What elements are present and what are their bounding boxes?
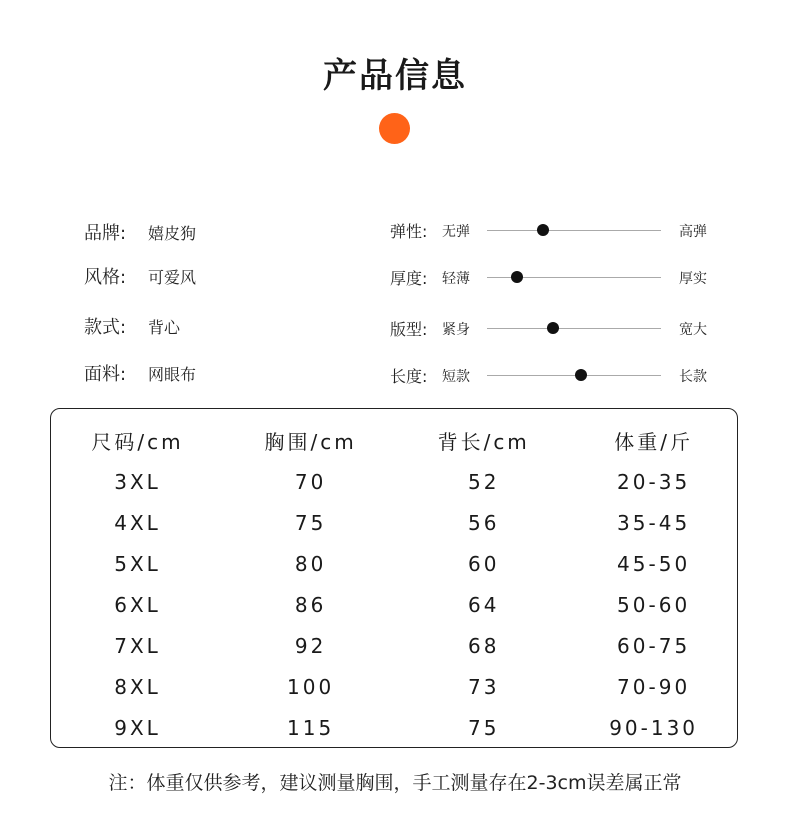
slider-min-label: 短款 bbox=[442, 369, 470, 385]
slider-max-label: 高弹 bbox=[679, 224, 707, 240]
attribute-value: 背心 bbox=[148, 317, 181, 337]
header-chest: 胸围/cm bbox=[264, 429, 357, 454]
cell-back-length: 75 bbox=[467, 715, 500, 740]
cell-back-length: 68 bbox=[467, 633, 500, 658]
slider-min-label: 紧身 bbox=[442, 322, 470, 338]
attribute-label: 品牌: bbox=[84, 223, 127, 244]
table-row bbox=[51, 707, 737, 748]
table-row bbox=[51, 584, 737, 625]
slider-knob bbox=[537, 224, 549, 236]
slider-track bbox=[487, 277, 661, 278]
measurement-note: 注：体重仅供参考，建议测量胸围，手工测量存在2-3cm误差属正常 bbox=[108, 772, 682, 794]
cell-size: 9XL bbox=[114, 715, 161, 740]
cell-back-length: 64 bbox=[467, 592, 500, 617]
cell-chest: 92 bbox=[294, 633, 327, 658]
slider-max-label: 宽大 bbox=[679, 322, 707, 338]
slider-track bbox=[487, 230, 661, 231]
size-table-box bbox=[50, 408, 738, 748]
attribute-type bbox=[84, 312, 180, 340]
slider-label: 厚度: bbox=[390, 269, 428, 288]
attribute-brand bbox=[84, 218, 196, 246]
slider-max-label: 长款 bbox=[679, 369, 707, 385]
slider-max-label: 厚实 bbox=[679, 271, 707, 287]
slider-min-label: 轻薄 bbox=[442, 271, 470, 287]
cell-back-length: 56 bbox=[467, 510, 500, 535]
cell-chest: 86 bbox=[294, 592, 327, 617]
cell-weight: 70-90 bbox=[617, 674, 691, 699]
slider-label: 弹性: bbox=[390, 222, 428, 241]
cell-chest: 70 bbox=[294, 469, 327, 494]
header-back-length: 背长/cm bbox=[437, 429, 530, 454]
table-header-row bbox=[51, 419, 737, 461]
slider-length bbox=[390, 362, 730, 390]
table-row bbox=[51, 625, 737, 666]
cell-size: 7XL bbox=[114, 633, 161, 658]
attribute-style bbox=[84, 262, 196, 290]
cell-weight: 35-45 bbox=[617, 510, 691, 535]
table-row bbox=[51, 543, 737, 584]
size-table bbox=[51, 419, 737, 748]
attribute-label: 风格: bbox=[84, 267, 127, 288]
attribute-value: 可爱风 bbox=[148, 267, 197, 287]
cell-weight: 90-130 bbox=[609, 715, 699, 740]
slider-track bbox=[487, 375, 661, 376]
attribute-value: 网眼布 bbox=[148, 364, 197, 384]
page-title: 产品信息 bbox=[323, 56, 467, 96]
cell-back-length: 52 bbox=[467, 469, 500, 494]
cell-size: 3XL bbox=[114, 469, 161, 494]
attribute-fabric bbox=[84, 359, 196, 387]
cell-chest: 100 bbox=[287, 674, 335, 699]
cell-weight: 60-75 bbox=[617, 633, 691, 658]
cell-size: 8XL bbox=[114, 674, 161, 699]
attribute-label: 面料: bbox=[84, 364, 127, 385]
cell-weight: 45-50 bbox=[617, 551, 691, 576]
slider-track bbox=[487, 328, 661, 329]
table-row bbox=[51, 502, 737, 543]
slider-fit bbox=[390, 315, 730, 343]
slider-elasticity bbox=[390, 217, 730, 245]
cell-size: 5XL bbox=[114, 551, 161, 576]
cell-chest: 75 bbox=[294, 510, 327, 535]
accent-dot bbox=[379, 113, 410, 144]
slider-knob bbox=[547, 322, 559, 334]
cell-weight: 50-60 bbox=[617, 592, 691, 617]
header-size: 尺码/cm bbox=[91, 429, 184, 454]
table-row bbox=[51, 461, 737, 502]
attribute-label: 款式: bbox=[84, 317, 127, 338]
cell-weight: 20-35 bbox=[617, 469, 691, 494]
header-weight: 体重/斤 bbox=[614, 429, 693, 454]
cell-size: 6XL bbox=[114, 592, 161, 617]
cell-chest: 115 bbox=[287, 715, 335, 740]
table-row bbox=[51, 666, 737, 707]
slider-min-label: 无弹 bbox=[442, 224, 470, 240]
cell-back-length: 73 bbox=[467, 674, 500, 699]
slider-label: 版型: bbox=[390, 320, 428, 339]
slider-knob bbox=[575, 369, 587, 381]
slider-thickness bbox=[390, 264, 730, 292]
cell-size: 4XL bbox=[114, 510, 161, 535]
slider-label: 长度: bbox=[390, 367, 428, 386]
cell-chest: 80 bbox=[294, 551, 327, 576]
cell-back-length: 60 bbox=[467, 551, 500, 576]
slider-knob bbox=[511, 271, 523, 283]
attribute-value: 嬉皮狗 bbox=[148, 223, 197, 243]
